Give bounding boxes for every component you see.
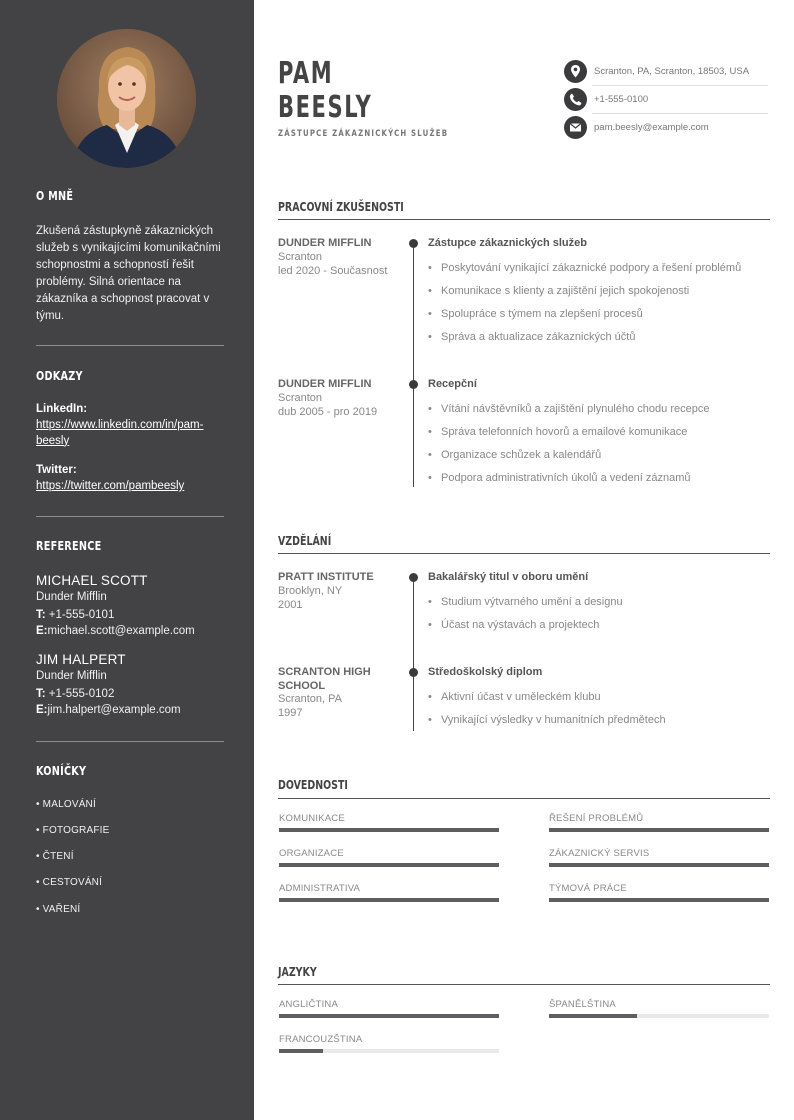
timeline-line: [413, 243, 414, 487]
skill-bar: [549, 898, 769, 902]
first-name: PAM: [278, 56, 334, 91]
school-year: 2001: [278, 599, 303, 611]
location-pin-icon: [564, 60, 587, 83]
profile-photo: [57, 29, 196, 168]
list-item: • Vítání návštěvníků a zajištění plynulého chodu recepce: [428, 403, 709, 415]
divider: [592, 85, 768, 86]
hobby-item: • CESTOVÁNÍ: [36, 877, 103, 888]
skill-bar-fill: [549, 828, 769, 832]
envelope-icon: [564, 116, 587, 139]
reference-phone: T: +1-555-0102: [36, 688, 115, 700]
divider: [592, 113, 768, 114]
hobby-item: • ČTENÍ: [36, 851, 74, 862]
language-bar-fill: [279, 1014, 499, 1018]
job-dates: led 2020 - Současnost: [278, 265, 388, 277]
hobby-item: • FOTOGRAFIE: [36, 825, 110, 836]
school-location: Brooklyn, NY: [278, 585, 343, 597]
skill-bar: [279, 898, 499, 902]
job-dates: dub 2005 - pro 2019: [278, 406, 378, 418]
job-title: Zástupce zákaznických služeb: [428, 237, 587, 249]
skill-bar-fill: [279, 898, 499, 902]
company-location: Scranton: [278, 392, 323, 404]
school-year: 1997: [278, 707, 303, 719]
hobbies-heading: KONÍČKY: [36, 763, 87, 778]
school-location: Scranton, PA: [278, 693, 342, 705]
timeline-dot: [409, 668, 418, 677]
skill-name: ZÁKAZNICKÝ SERVIS: [549, 848, 650, 859]
list-item: • Poskytování vynikající zákaznické podpory a řešení problémů: [428, 262, 741, 274]
skill-bar: [549, 863, 769, 867]
reference-name: MICHAEL SCOTT: [36, 573, 148, 588]
language-bar: [279, 1049, 499, 1053]
list-item: • Vynikající výsledky v humanitních předmětech: [428, 714, 666, 726]
divider: [36, 516, 224, 517]
section-divider: [278, 219, 770, 220]
section-divider: [278, 798, 770, 799]
linkedin-label: LinkedIn:: [36, 403, 88, 415]
list-item: • Komunikace s klienty a zajištění jejich spokojenosti: [428, 285, 689, 297]
reference-email: E:michael.scott@example.com: [36, 625, 195, 637]
experience-heading: PRACOVNÍ ZKUŠENOSTI: [278, 199, 404, 214]
list-item: • Spolupráce s týmem na zlepšení procesů: [428, 308, 643, 320]
education-heading: VZDĚLÁNÍ: [278, 533, 332, 548]
hobby-item: • VAŘENÍ: [36, 904, 81, 915]
skills-heading: DOVEDNOSTI: [278, 777, 348, 792]
skill-bar-fill: [279, 863, 499, 867]
list-item: • Aktivní účast v uměleckém klubu: [428, 691, 601, 703]
section-divider: [278, 553, 770, 554]
twitter-link[interactable]: https://twitter.com/pambeesly: [36, 480, 185, 492]
reference-company: Dunder Mifflin: [36, 591, 107, 603]
skill-name: ADMINISTRATIVA: [279, 883, 361, 894]
language-name: ŠPANĚLŠTINA: [549, 999, 616, 1010]
list-item: • Účast na výstavách a projektech: [428, 619, 599, 631]
language-bar: [549, 1014, 769, 1018]
email-text[interactable]: pam.beesly@example.com: [594, 122, 709, 133]
company-location: Scranton: [278, 251, 323, 263]
linkedin-link[interactable]: https://www.linkedin.com/in/pam-beesly: [36, 419, 204, 447]
language-name: FRANCOUZŠTINA: [279, 1034, 363, 1045]
timeline-dot: [409, 573, 418, 582]
school-name: PRATT INSTITUTE: [278, 571, 374, 583]
list-item: • Správa a aktualizace zákaznických účtů: [428, 331, 635, 343]
school-name: SCRANTON HIGH SCHOOL: [278, 666, 371, 692]
about-text: Zkušená zástupkyně zákaznických služeb s vynikajícími komunikačními schopnostmi a schopností řešit problémy. Silná orientace na zákazníka a schopnost pracovat v týmu.: [36, 225, 221, 322]
language-name: ANGLIČTINA: [279, 999, 339, 1010]
reference-name: JIM HALPERT: [36, 652, 126, 667]
address-text: Scranton, PA, Scranton, 18503, USA: [594, 66, 750, 77]
hobby-item: • MALOVÁNÍ: [36, 799, 96, 810]
language-bar: [279, 1014, 499, 1018]
twitter-label: Twitter:: [36, 464, 77, 476]
skill-name: ŘEŠENÍ PROBLÉMŮ: [549, 813, 644, 824]
reference-email: E:jim.halpert@example.com: [36, 704, 181, 716]
sidebar: [0, 0, 254, 1120]
timeline-dot: [409, 239, 418, 248]
divider: [36, 345, 224, 346]
languages-heading: JAZYKY: [278, 964, 317, 979]
company-name: DUNDER MIFFLIN: [278, 378, 372, 390]
skill-name: ORGANIZACE: [279, 848, 344, 859]
phone-text: +1-555-0100: [594, 94, 649, 105]
timeline-line: [413, 577, 414, 731]
timeline-dot: [409, 380, 418, 389]
job-role: ZÁSTUPCE ZÁKAZNICKÝCH SLUŽEB: [278, 129, 449, 139]
language-bar-fill: [279, 1049, 323, 1053]
last-name: BEESLY: [278, 90, 373, 125]
skill-bar-fill: [549, 863, 769, 867]
about-heading: O MNĚ: [36, 188, 74, 203]
reference-company: Dunder Mifflin: [36, 670, 107, 682]
skill-name: TÝMOVÁ PRÁCE: [549, 883, 627, 894]
degree-title: Středoškolský diplom: [428, 666, 543, 678]
company-name: DUNDER MIFFLIN: [278, 237, 372, 249]
job-title: Recepční: [428, 378, 477, 390]
list-item: • Studium výtvarného umění a designu: [428, 596, 623, 608]
degree-title: Bakalářský titul v oboru umění: [428, 571, 589, 583]
skill-bar: [279, 828, 499, 832]
section-divider: [278, 984, 770, 985]
skill-bar: [279, 863, 499, 867]
phone-icon: [564, 88, 587, 111]
skill-bar-fill: [549, 898, 769, 902]
skill-bar-fill: [279, 828, 499, 832]
list-item: • Organizace schůzek a kalendářů: [428, 449, 601, 461]
divider: [36, 741, 224, 742]
reference-phone: T: +1-555-0101: [36, 609, 115, 621]
skill-bar: [549, 828, 769, 832]
references-heading: REFERENCE: [36, 538, 102, 553]
list-item: • Podpora administrativních úkolů a vedení záznamů: [428, 472, 690, 484]
list-item: • Správa telefonních hovorů a emailové komunikace: [428, 426, 687, 438]
language-bar-fill: [549, 1014, 637, 1018]
links-heading: ODKAZY: [36, 368, 83, 383]
skill-name: KOMUNIKACE: [279, 813, 345, 824]
